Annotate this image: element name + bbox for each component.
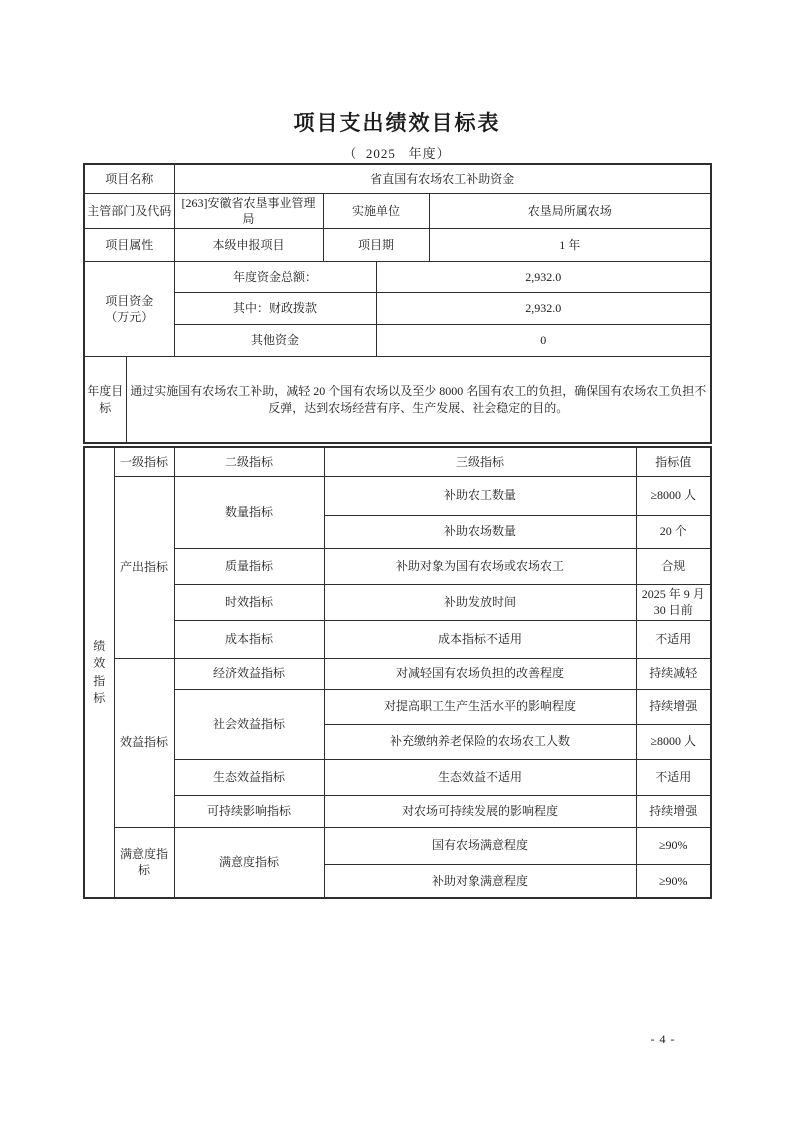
page-number: - 4 - [650,1032,676,1046]
indicator-value: ≥8000 人 [636,724,711,759]
indicator-value: 不适用 [636,620,711,658]
level2-quality: 质量指标 [174,548,324,584]
indicator-name: 补助农场数量 [324,515,636,548]
period-label: 项目期 [323,228,429,261]
indicator-row [84,476,711,515]
indicator-name: 补助发放时间 [324,584,636,620]
indicator-row [84,759,711,795]
indicator-name: 对减轻国有农场负担的改善程度 [324,658,636,689]
header-level3: 三级指标 [324,447,636,476]
funds-label-line1: 项目资金 [105,293,154,308]
document-subtitle: （ 2025 年度） [343,146,451,161]
dept-code-label: 主管部门及代码 [84,193,174,228]
indicator-row [84,620,711,658]
level1-benefit: 效益指标 [114,658,174,827]
dept-code-value: [263]安徽省农垦事业管理局 [174,193,323,228]
impl-unit-value: 农垦局所属农场 [429,193,711,228]
level2-satisfaction: 满意度指标 [174,827,324,898]
project-name-label: 项目名称 [84,164,174,193]
level2-cost: 成本指标 [174,620,324,658]
indicator-value: ≥8000 人 [636,476,711,515]
fund-other-label: 其他资金 [174,324,376,356]
funds-label [84,261,174,356]
indicator-name: 补助对象满意程度 [324,864,636,898]
indicator-name: 国有农场满意程度 [324,827,636,864]
period-value: 1 年 [429,228,711,261]
attribute-label: 项目属性 [84,228,174,261]
row-annual-goal [84,356,711,443]
indicator-value: 不适用 [636,759,711,795]
fund-other-value: 0 [376,324,711,356]
indicator-value: ≥90% [636,827,711,864]
indicator-value: 持续增强 [636,689,711,724]
indicator-name: 补助对象为国有农场或农场农工 [324,548,636,584]
indicator-row [84,689,711,724]
row-dept [84,193,711,228]
indicator-row [84,584,711,620]
indicator-value: 2025 年 9 月 30 日前 [636,584,711,620]
fund-total-value: 2,932.0 [376,261,711,292]
indicator-value: 持续减轻 [636,658,711,689]
row-fund-other [84,324,711,356]
row-fund-fiscal [84,292,711,324]
indicator-row [84,548,711,584]
indicator-header-row [84,447,711,476]
document-title: 项目支出绩效目标表 [293,112,501,135]
level2-timeliness: 时效指标 [174,584,324,620]
attribute-value: 本级申报项目 [174,228,323,261]
indicators-side-label: 绩效指标 [84,447,114,898]
indicator-value: ≥90% [636,864,711,898]
annual-goal-label: 年度目标 [84,356,126,443]
impl-unit-label: 实施单位 [323,193,429,228]
header-level2: 二级指标 [174,447,324,476]
project-info-table [83,163,712,444]
level2-sustainable: 可持续影响指标 [174,795,324,827]
indicator-name: 对提高职工生产生活水平的影响程度 [324,689,636,724]
row-project-name [84,164,711,193]
level2-ecological: 生态效益指标 [174,759,324,795]
indicator-name: 补助农工数量 [324,476,636,515]
indicator-name: 成本指标不适用 [324,620,636,658]
indicator-value: 合规 [636,548,711,584]
level2-economic: 经济效益指标 [174,658,324,689]
level1-output: 产出指标 [114,476,174,658]
indicator-row [84,827,711,864]
indicator-row [84,658,711,689]
header-target-value: 指标值 [636,447,711,476]
project-name-value: 省直国有农场农工补助资金 [174,164,711,193]
header-level1: 一级指标 [114,447,174,476]
indicator-row [84,795,711,827]
annual-goal-text: 通过实施国有农场农工补助，减轻 20 个国有农场以及至少 8000 名国有农工的负担，确保国有农场农工负担不反弹，达到农场经营有序、生产发展、社会稳定的目的。 [126,356,711,443]
indicator-value: 持续增强 [636,795,711,827]
fund-fiscal-label: 其中：财政拨款 [174,292,376,324]
indicator-name: 对农场可持续发展的影响程度 [324,795,636,827]
indicator-value: 20 个 [636,515,711,548]
fund-total-label: 年度资金总额： [174,261,376,292]
level2-social: 社会效益指标 [174,689,324,759]
funds-label-line2: （万元） [105,309,154,324]
indicator-name: 生态效益不适用 [324,759,636,795]
level1-satisfaction: 满意度指标 [114,827,174,898]
fund-fiscal-value: 2,932.0 [376,292,711,324]
row-attribute [84,228,711,261]
row-fund-total [84,261,711,292]
performance-indicators-table [83,446,712,899]
indicator-name: 补充缴纳养老保险的农场农工人数 [324,724,636,759]
level2-quantity: 数量指标 [174,476,324,548]
